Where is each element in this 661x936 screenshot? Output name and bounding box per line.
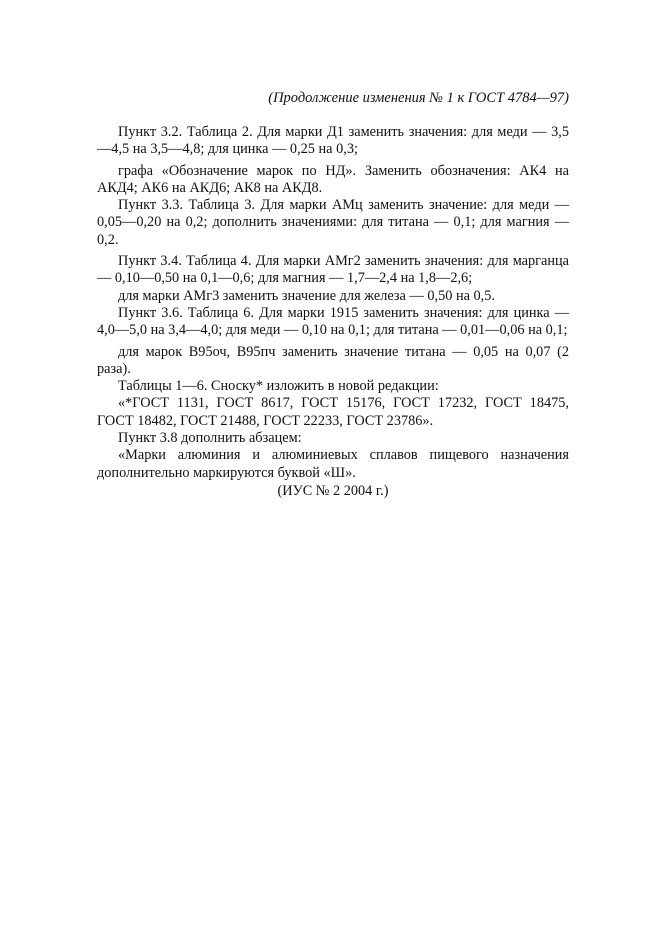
paragraph-clause-3-4: Пункт 3.4. Таблица 4. Для марки АМг2 заменить значения: для марганца — 0,10—0,50 на 0,1—0,6; для магния — 1,7—2,4 на 1,8—2,6;: [97, 253, 569, 287]
running-header: (Продолжение изменения № 1 к ГОСТ 4784—97): [268, 90, 569, 106]
paragraph-clause-3-6: Пункт 3.6. Таблица 6. Для марки 1915 заменить значения: для цинка — 4,0—5,0 на 3,4—4,0; для меди — 0,10 на 0,1; для титана — 0,01—0,06 на 0,1;: [97, 304, 569, 339]
ius-citation: (ИУС № 2 2004 г.): [277, 483, 389, 499]
paragraph-marking: «Марки алюминия и алюминиевых сплавов пищевого назначения дополнительно маркируются буквой «Ш».: [97, 447, 569, 481]
paragraph-grade-designation: графа «Обозначение марок по НД». Заменить обозначения: АК4 на АКД4; АК6 на АКД6; АК8 на АКД8.: [97, 162, 569, 196]
paragraph-clause-3-8: Пункт 3.8 дополнить абзацем:: [118, 430, 302, 447]
paragraph-amg3: для марки АМг3 заменить значение для железа — 0,50 на 0,5.: [118, 287, 495, 304]
paragraph-clause-3-3: Пункт 3.3. Таблица 3. Для марки АМц заменить значение: для меди — 0,05—0,20 на 0,2; дополнить значениями: для титана — 0,1; для магния — 0,2.: [97, 197, 569, 248]
paragraph-clause-3-2: Пункт 3.2. Таблица 2. Для марки Д1 заменить значения: для меди — 3,5—4,5 на 3,5—4,8; для цинка — 0,25 на 0,3;: [97, 124, 569, 158]
paragraph-b95: для марок В95оч, В95пч заменить значение титана — 0,05 на 0,07 (2 раза).: [97, 343, 569, 377]
paragraph-footnote-text: «*ГОСТ 1131, ГОСТ 8617, ГОСТ 15176, ГОСТ 17232, ГОСТ 18475, ГОСТ 18482, ГОСТ 21488, ГОСТ 22233, ГОСТ 23786».: [97, 395, 569, 429]
paragraph-tables-footnote: Таблицы 1—6. Сноску* изложить в новой редакции:: [118, 378, 439, 395]
amendment-body: [97, 124, 569, 482]
